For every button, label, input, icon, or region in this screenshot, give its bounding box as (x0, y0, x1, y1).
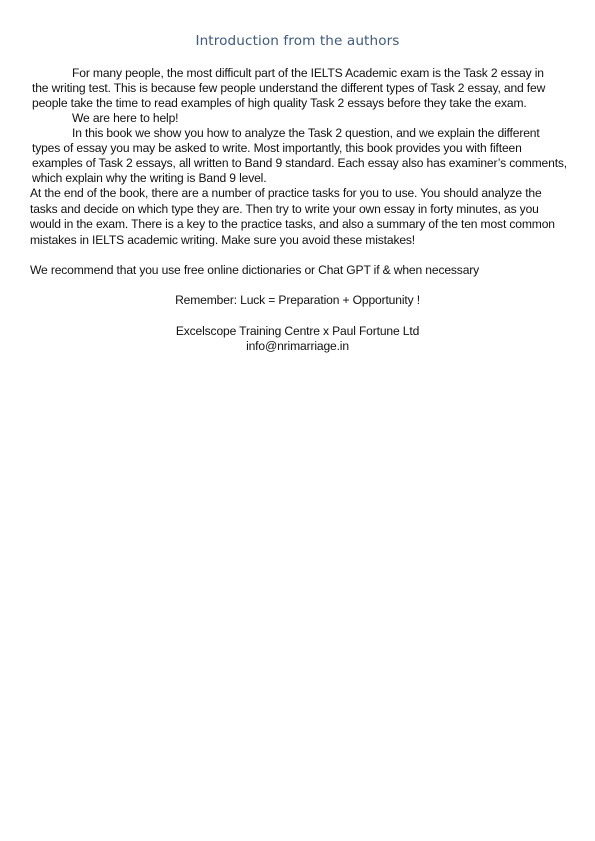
motto-text: Remember: Luck = Preparation + Opportunity ! (175, 293, 420, 307)
contact-email: info@nrimarriage.in (246, 339, 349, 353)
page-title: Introduction from the authors (195, 33, 400, 49)
paragraph-1-line-2: the writing test. This is because few people understand the different types of Task 2 essay, and few (32, 81, 546, 95)
paragraph-1-line-3: people take the time to read examples of high quality Task 2 essays before they take the exam. (32, 96, 527, 110)
paragraph-4-line-4: mistakes in IELTS academic writing. Make sure you avoid these mistakes! (30, 233, 416, 247)
signature-text: Excelscope Training Centre x Paul Fortune Ltd (175, 324, 420, 338)
paragraph-3-line-1: In this book we show you how to analyze the Task 2 question, and we explain the different (72, 126, 540, 140)
paragraph-4-line-1: At the end of the book, there are a number of practice tasks for you to use. You should analyze the (30, 186, 542, 200)
paragraph-3-line-4: which explain why the writing is Band 9 level. (32, 171, 267, 185)
paragraph-3-line-2: types of essay you may be asked to write. Most importantly, this book provides you with fifteen (32, 141, 522, 155)
paragraph-4-line-2: tasks and decide on which type they are. Then try to write your own essay in forty minutes, as you (30, 202, 539, 216)
recommendation-text: We recommend that you use free online dictionaries or Chat GPT if & when necessary (30, 263, 480, 277)
paragraph-1-line-1: For many people, the most difficult part of the IELTS Academic exam is the Task 2 essay in (72, 66, 544, 80)
paragraph-3-line-3: examples of Task 2 essays, all written to Band 9 standard. Each essay also has examiner’s comments, (32, 156, 568, 170)
paragraph-2-line-1: We are here to help! (72, 111, 179, 125)
paragraph-4-line-3: would in the exam. There is a key to the practice tasks, and also a summary of the ten most common (30, 217, 555, 231)
